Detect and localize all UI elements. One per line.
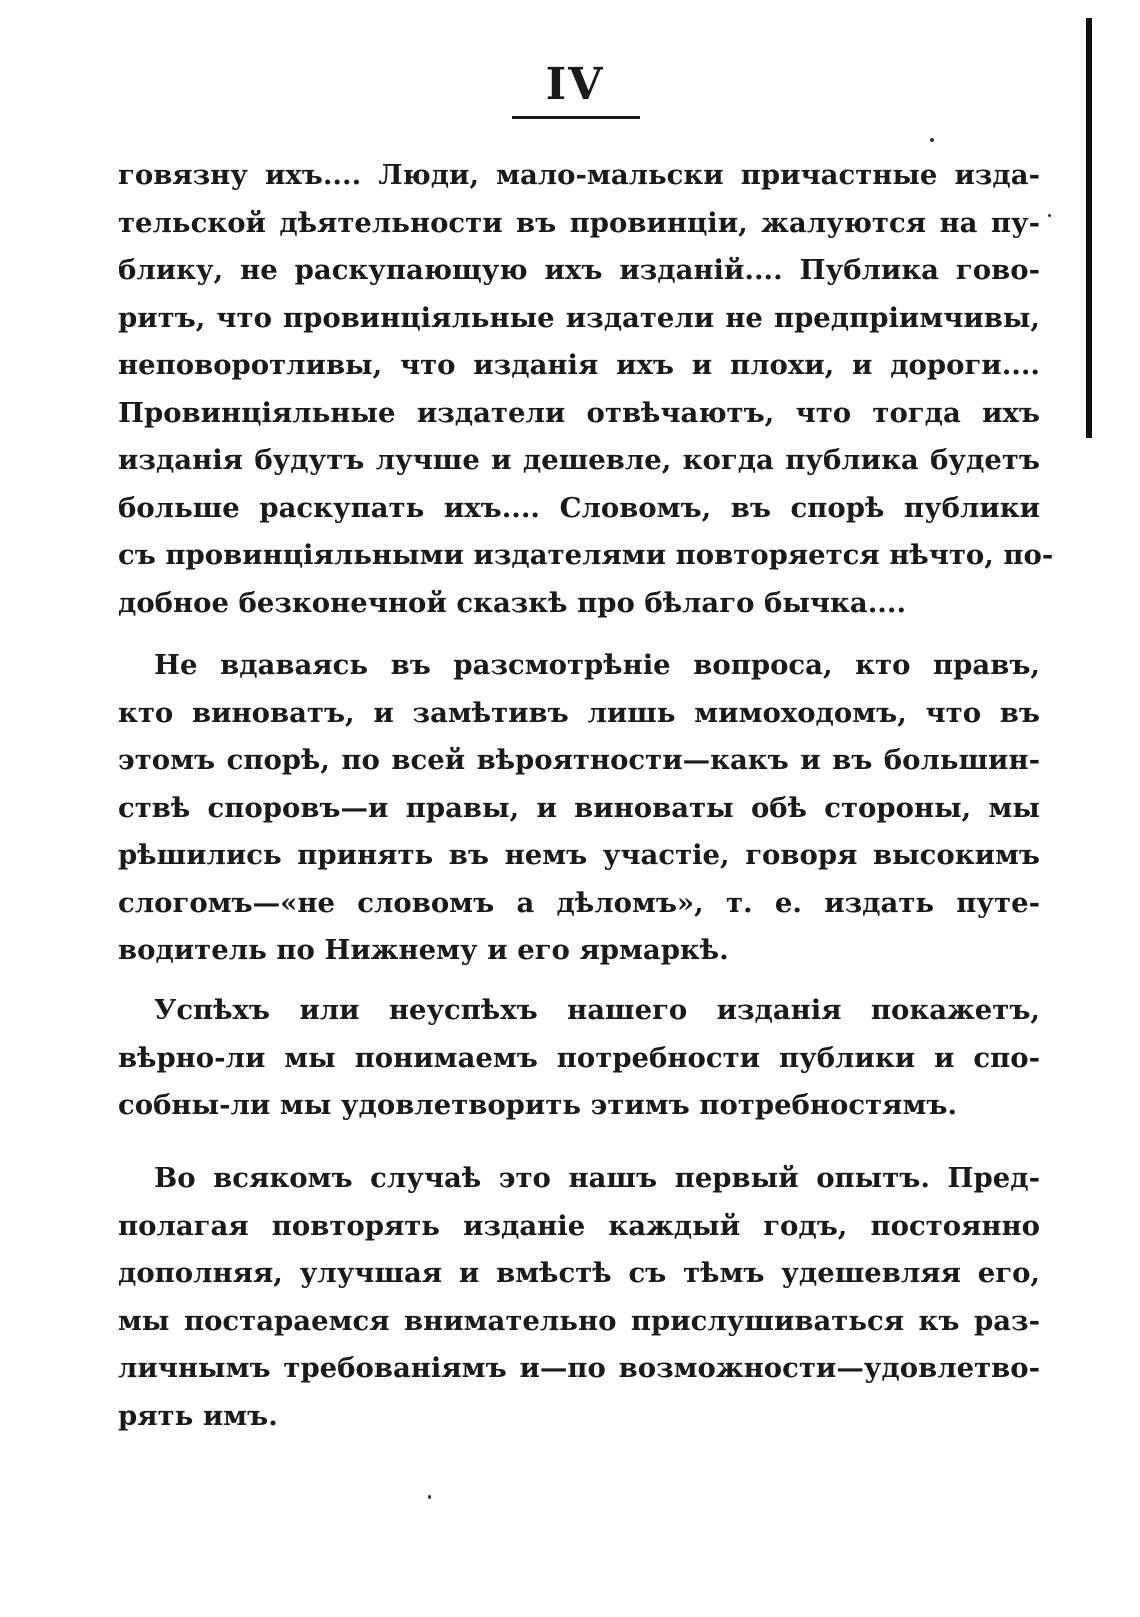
text-line: блику, не раскупающую ихъ изданій.... Публика гово- — [118, 254, 1040, 286]
text-line: Не вдаваясь въ разсмотрѣніе вопроса, кто правъ, — [154, 649, 1040, 681]
text-line: больше раскупать ихъ.... Словомъ, въ спорѣ публики — [118, 491, 1040, 524]
scan-speck — [428, 1495, 431, 1499]
page-number-underline — [512, 116, 640, 119]
scan-speck — [1048, 214, 1051, 217]
text-line: дополняя, улучшая и вмѣстѣ съ тѣмъ удешевляя его, — [118, 1257, 1040, 1289]
paragraph-1 — [118, 152, 1054, 627]
text-line: рѣшились принять въ немъ участіе, говоря высокимъ — [118, 839, 1040, 871]
text-line: рять имъ. — [118, 1399, 278, 1432]
text-line: мы постараемся внимательно прислушиваться къ раз- — [118, 1304, 1040, 1337]
text-line: водитель по Нижнему и его ярмаркѣ. — [118, 934, 729, 966]
page-number: IV — [545, 59, 605, 110]
paragraph-2 — [118, 642, 1040, 975]
text-line: съ провинціяльными издателями повторяется нѣчто, по- — [118, 539, 1054, 571]
text-line: полагая повторять изданіе каждый годъ, постоянно — [118, 1209, 1040, 1242]
text-line: говязну ихъ.... Люди, мало-мальски причастные изда- — [118, 159, 1040, 191]
text-line: Провинціяльные издатели отвѣчаютъ, что тогда ихъ — [118, 396, 1040, 429]
text-line: кто виноватъ, и замѣтивъ лишь мимоходомъ, что въ — [118, 696, 1040, 729]
page-edge-shadow — [1086, 18, 1092, 438]
text-line: Успѣхъ или неуспѣхъ нашего изданія покажетъ, — [154, 994, 1040, 1026]
text-line: ритъ, что провинціяльные издатели не предпріимчивы, — [118, 301, 1040, 334]
text-line: собны-ли мы удовлетворить этимъ потребностямъ. — [118, 1089, 958, 1121]
text-line: ствѣ споровъ—и правы, и виноваты обѣ стороны, мы — [118, 791, 1040, 824]
paragraph-4 — [118, 1155, 1040, 1440]
text-line: Во всякомъ случаѣ это нашъ первый опытъ. Пред- — [154, 1162, 1040, 1194]
text-line: изданія будутъ лучше и дешевле, когда публика будетъ — [118, 444, 1040, 476]
text-line: тельской дѣятельности въ провинціи, жалуются на пу- — [118, 206, 1040, 239]
scan-speck — [930, 138, 934, 142]
text-line: вѣрно-ли мы понимаемъ потребности публики и спо- — [118, 1041, 1040, 1074]
text-line: слогомъ—«не словомъ а дѣломъ», т. е. издать путе- — [118, 886, 1040, 919]
text-line: неповоротливы, что изданія ихъ и плохи, и дороги.... — [118, 349, 1040, 381]
text-line: личнымъ требованіямъ и—по возможности—удовлетво- — [118, 1352, 1040, 1384]
text-line: добное безконечной сказкѣ про бѣлаго бычка.... — [118, 586, 907, 619]
paragraph-3 — [118, 987, 1040, 1130]
text-line: этомъ спорѣ, по всей вѣроятности—какъ и въ большин- — [118, 744, 1040, 776]
